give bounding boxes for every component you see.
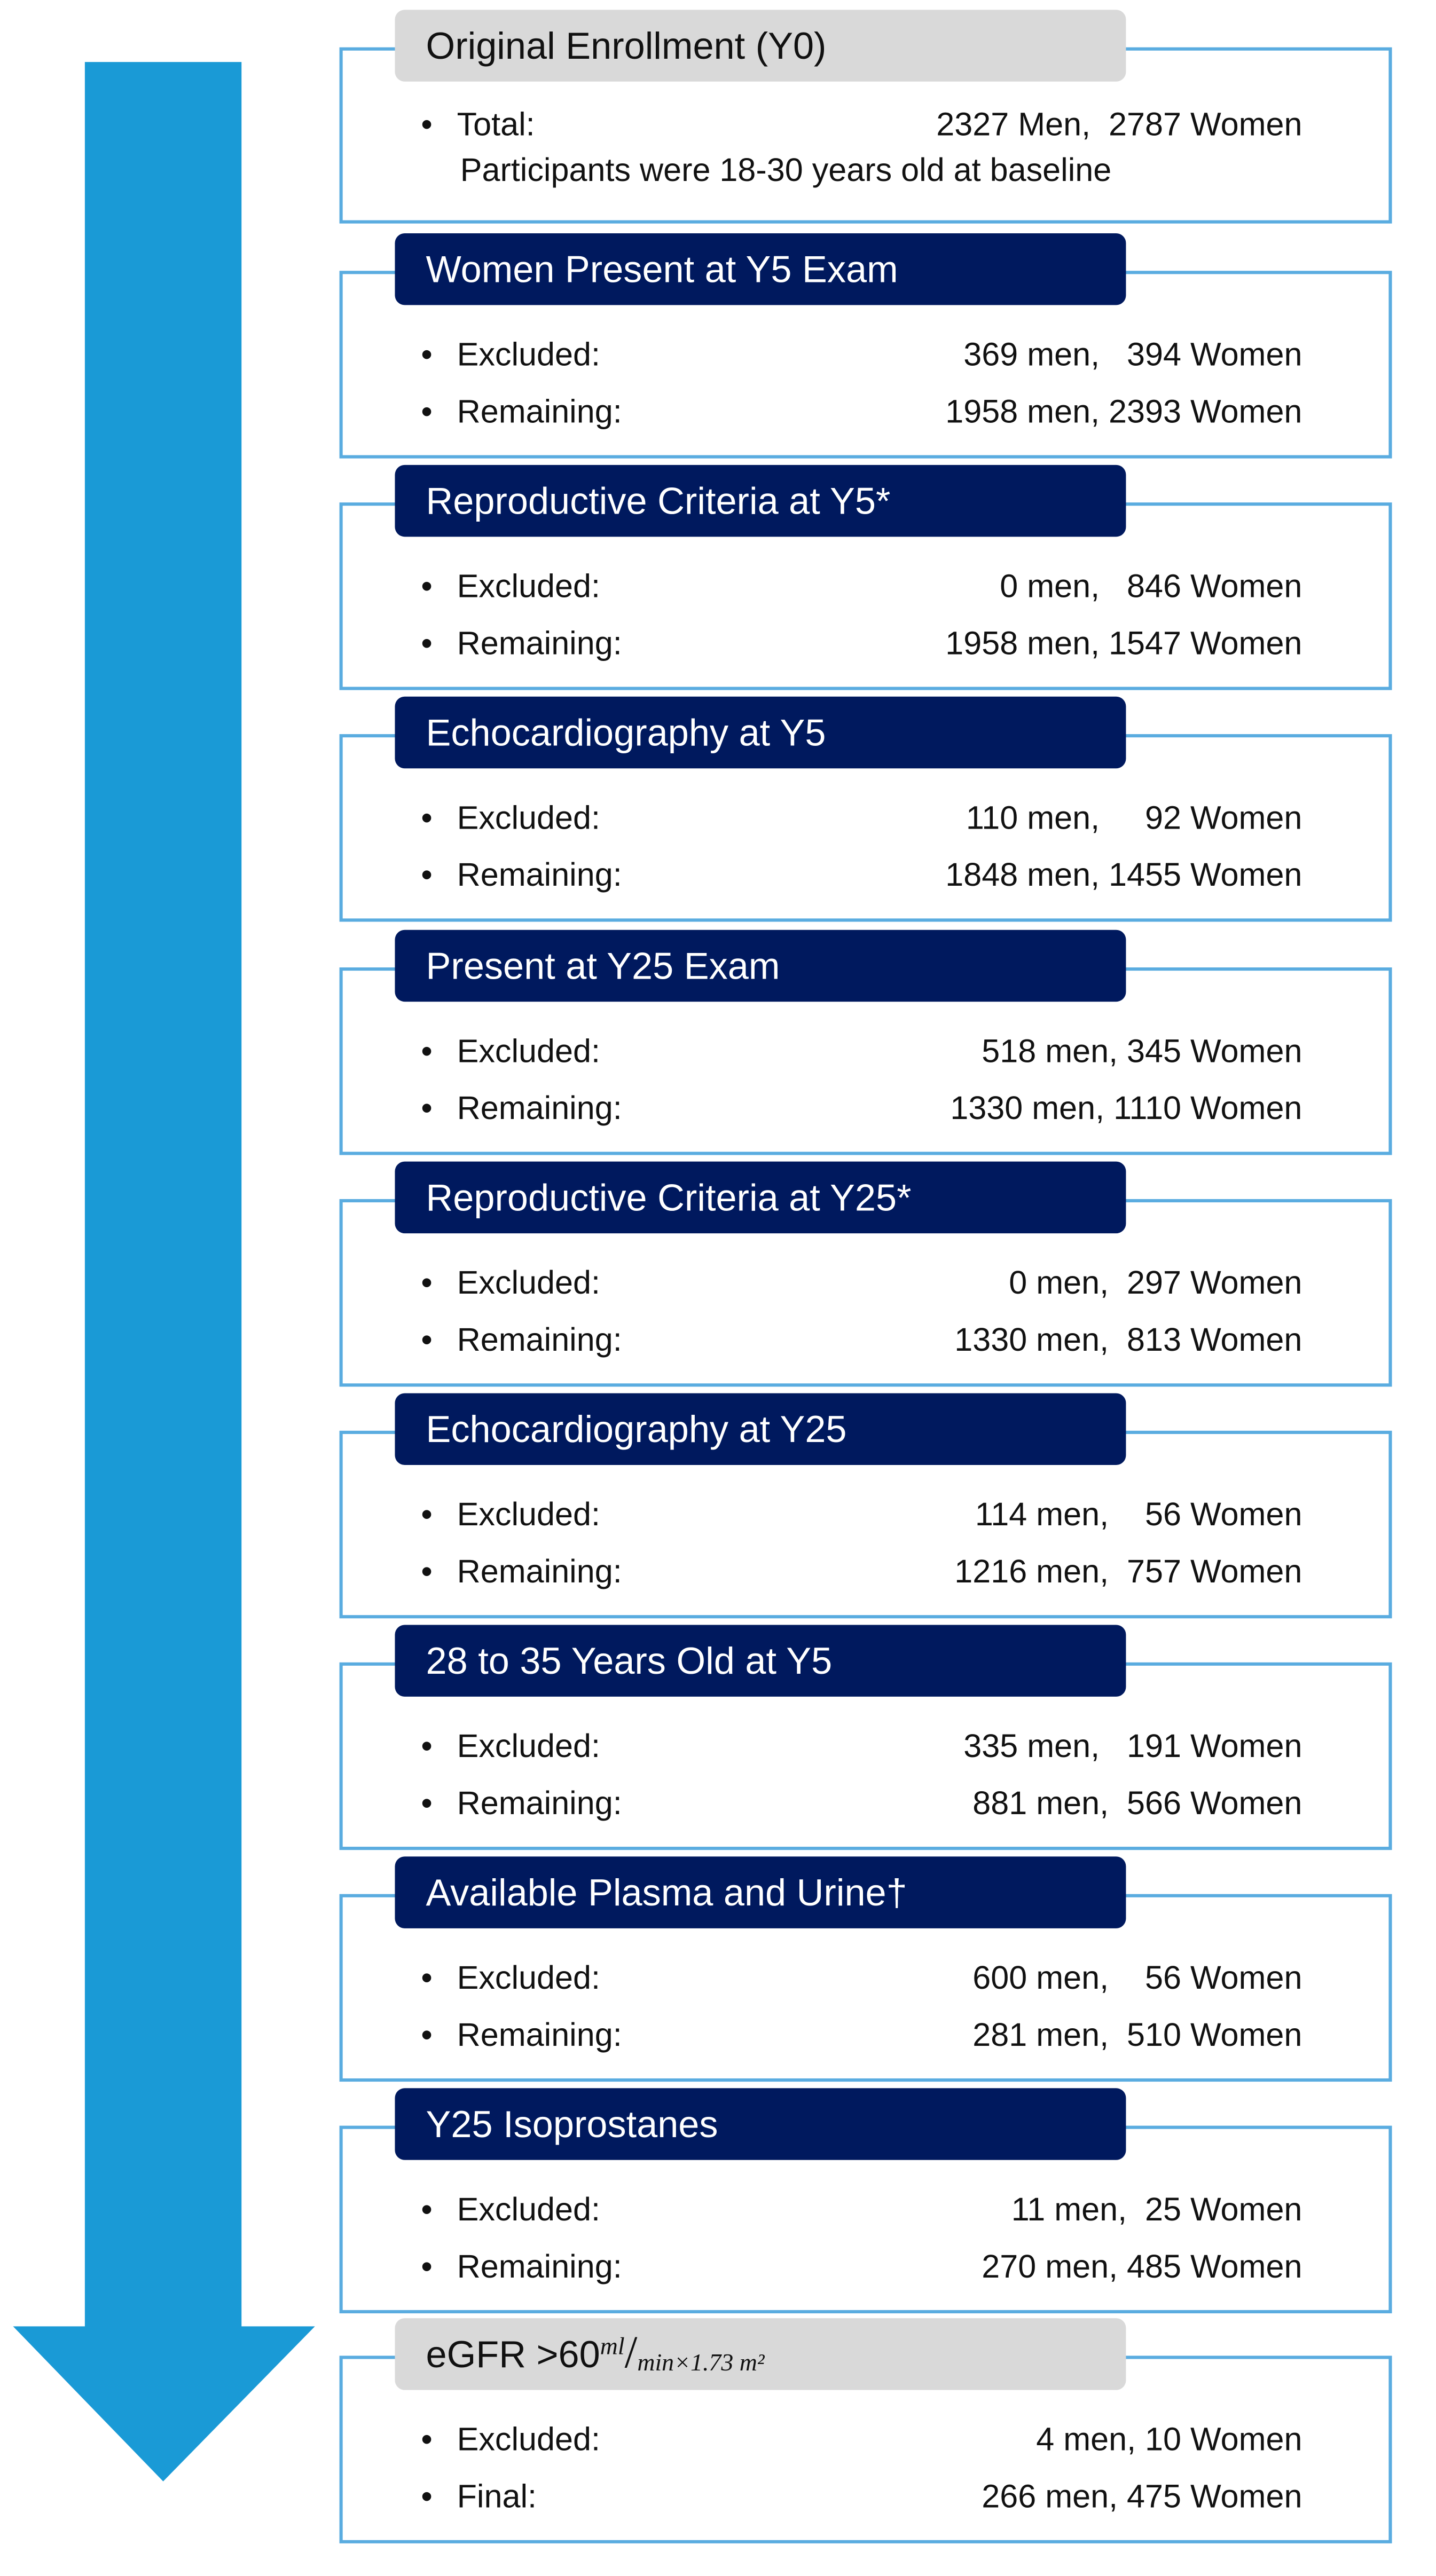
row-label: Final:	[457, 2479, 537, 2516]
row-value: 335 men, 191 Women	[963, 1729, 1302, 1766]
row-value: 1958 men, 1547 Women	[945, 626, 1302, 663]
step-title	[395, 2318, 1126, 2390]
step-row	[421, 858, 1335, 895]
row-label: Excluded:	[457, 1266, 601, 1302]
bullet-icon: •	[421, 801, 433, 837]
bullet-icon: •	[421, 1555, 433, 1591]
step-title-text: 28 to 35 Years Old at Y5	[426, 1638, 833, 1681]
step-row	[421, 1266, 1335, 1303]
step-row	[421, 338, 1335, 375]
step-title-text: Available Plasma and Urine†	[426, 1870, 907, 1913]
step-title	[395, 465, 1126, 537]
step-row	[421, 2423, 1335, 2460]
row-value: 0 men, 297 Women	[1009, 1266, 1302, 1302]
step-row	[421, 2250, 1335, 2287]
step-title-text: eGFR >60	[426, 2332, 600, 2375]
row-label: Excluded:	[457, 801, 601, 837]
step-row	[421, 1961, 1335, 1998]
step-row	[421, 1323, 1335, 1360]
step-title-text: Y25 Isoprostanes	[426, 2102, 718, 2145]
bullet-icon: •	[421, 1091, 433, 1128]
step-title-text: Present at Y25 Exam	[426, 943, 780, 987]
bullet-icon: •	[421, 337, 433, 374]
step-title-text: Women Present at Y5 Exam	[426, 247, 898, 290]
row-value: 2327 Men, 2787 Women	[936, 107, 1302, 144]
row-label: Excluded:	[457, 337, 601, 374]
step-row	[421, 1034, 1335, 1072]
bullet-icon: •	[421, 2018, 433, 2054]
step-title	[395, 233, 1126, 305]
step-title-text: Reproductive Criteria at Y25*	[426, 1175, 912, 1218]
row-label: Excluded:	[457, 569, 601, 605]
row-label: Remaining:	[457, 626, 622, 663]
step-title-text: Original Enrollment (Y0)	[426, 23, 827, 66]
step-row	[421, 395, 1335, 432]
step-title-text: Reproductive Criteria at Y5*	[426, 478, 891, 522]
step-title	[395, 697, 1126, 768]
step-row	[421, 1555, 1335, 1592]
flow-direction-arrow	[0, 0, 326, 2496]
row-label: Remaining:	[457, 2249, 622, 2286]
step-title	[395, 1625, 1126, 1696]
step-row	[421, 2480, 1335, 2517]
step-row	[421, 1786, 1335, 1824]
row-label: Remaining:	[457, 1091, 622, 1128]
row-label: Excluded:	[457, 1498, 601, 1534]
step-title	[395, 1856, 1126, 1928]
row-value: 1958 men, 2393 Women	[945, 395, 1302, 431]
row-label: Remaining:	[457, 2018, 622, 2054]
bullet-icon: •	[421, 626, 433, 663]
bullet-icon: •	[421, 107, 433, 144]
bullet-icon: •	[421, 1034, 433, 1070]
bullet-icon: •	[421, 395, 433, 431]
row-value: 1848 men, 1455 Women	[945, 858, 1302, 894]
unit-numerator: ml	[600, 2334, 625, 2360]
unit-denominator: min×1.73 m²	[637, 2350, 765, 2376]
row-label: Remaining:	[457, 1786, 622, 1823]
row-label: Remaining:	[457, 858, 622, 894]
row-value: 881 men, 566 Women	[972, 1786, 1302, 1823]
row-value: 114 men, 56 Women	[975, 1498, 1302, 1534]
bullet-icon: •	[421, 569, 433, 605]
step-title-text: Echocardiography at Y25	[426, 1407, 847, 1450]
row-label: Total:	[457, 107, 535, 144]
step-row	[421, 1498, 1335, 1535]
bullet-icon: •	[421, 2192, 433, 2229]
step-title-text: Echocardiography at Y5	[426, 710, 826, 753]
step-row	[421, 2193, 1335, 2230]
row-value: 1330 men, 813 Women	[954, 1323, 1302, 1359]
step-title	[395, 1162, 1126, 1233]
row-value: 0 men, 846 Women	[1000, 569, 1302, 605]
row-value: 281 men, 510 Women	[972, 2018, 1302, 2054]
step-title	[395, 1393, 1126, 1465]
row-value: 518 men, 345 Women	[982, 1034, 1302, 1070]
row-label: Remaining:	[457, 395, 622, 431]
bullet-icon: •	[421, 1498, 433, 1534]
row-value: 369 men, 394 Women	[963, 337, 1302, 374]
step-row	[421, 626, 1335, 664]
step-row	[421, 1729, 1335, 1767]
unit-slash: /	[624, 2328, 638, 2379]
row-label: Excluded:	[457, 2192, 601, 2229]
row-value: 266 men, 475 Women	[982, 2479, 1302, 2516]
bullet-icon: •	[421, 1266, 433, 1302]
step-row	[421, 569, 1335, 606]
row-label: Excluded:	[457, 2422, 601, 2459]
row-value: 110 men, 92 Women	[966, 801, 1302, 837]
step-row	[421, 108, 1335, 145]
row-label: Remaining:	[457, 1555, 622, 1591]
row-value: 270 men, 485 Women	[982, 2249, 1302, 2286]
row-label: Excluded:	[457, 1034, 601, 1070]
step-row	[421, 2018, 1335, 2055]
bullet-icon: •	[421, 1323, 433, 1359]
row-label: Remaining:	[457, 1323, 622, 1359]
step-title	[395, 2088, 1126, 2160]
bullet-icon: •	[421, 2479, 433, 2516]
row-value: 600 men, 56 Women	[972, 1960, 1302, 1997]
row-value: 1216 men, 757 Women	[954, 1555, 1302, 1591]
step-row	[421, 801, 1335, 838]
step-row	[421, 1091, 1335, 1129]
row-value: 11 men, 25 Women	[1011, 2192, 1302, 2229]
bullet-icon: •	[421, 1960, 433, 1997]
step-title	[395, 10, 1126, 81]
bullet-icon: •	[421, 2249, 433, 2286]
row-label: Excluded:	[457, 1960, 601, 1997]
step-note: Participants were 18-30 years old at baseline	[460, 153, 1112, 190]
row-value: 1330 men, 1110 Women	[950, 1091, 1302, 1128]
bullet-icon: •	[421, 2422, 433, 2459]
bullet-icon: •	[421, 1729, 433, 1766]
row-label: Excluded:	[457, 1729, 601, 1766]
bullet-icon: •	[421, 858, 433, 894]
bullet-icon: •	[421, 1786, 433, 1823]
row-value: 4 men, 10 Women	[1036, 2422, 1302, 2459]
step-title	[395, 930, 1126, 1002]
